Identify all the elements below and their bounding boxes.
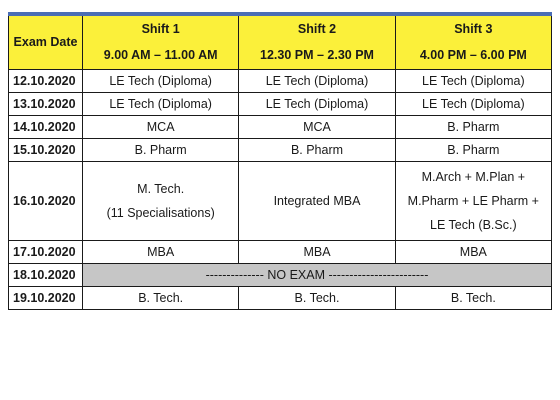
shift-1-cell: B. Tech. xyxy=(83,286,239,309)
table-row xyxy=(9,286,552,309)
shift-2-name: Shift 2 xyxy=(297,22,337,37)
exam-date-cell: 15.10.2020 xyxy=(9,138,83,161)
table-row xyxy=(9,115,552,138)
exam-date-cell: 18.10.2020 xyxy=(9,263,83,286)
shift-2-cell: B. Pharm xyxy=(239,138,395,161)
cell-line: M. Tech. xyxy=(137,181,185,196)
cell-line: M.Pharm + LE Pharm + xyxy=(407,193,539,208)
shift-3-cell: LE Tech (Diploma) xyxy=(395,92,551,115)
shift-3-cell: B. Pharm xyxy=(395,115,551,138)
exam-date-cell: 12.10.2020 xyxy=(9,69,83,92)
shift-3-cell: LE Tech (Diploma) xyxy=(395,69,551,92)
shift-2-cell: MBA xyxy=(239,240,395,263)
shift-2-cell: Integrated MBA xyxy=(239,161,395,240)
shift-2-cell: LE Tech (Diploma) xyxy=(239,69,395,92)
shift-3-cell: B. Tech. xyxy=(395,286,551,309)
cell-line: M.Arch + M.Plan + xyxy=(421,169,526,184)
shift-2-cell: MCA xyxy=(239,115,395,138)
shift-1-cell: MCA xyxy=(83,115,239,138)
exam-schedule-table xyxy=(8,12,552,310)
table-row xyxy=(9,69,552,92)
shift-3-cell: B. Pharm xyxy=(395,138,551,161)
shift-1-cell: B. Pharm xyxy=(83,138,239,161)
shift-3-time: 4.00 PM – 6.00 PM xyxy=(419,48,527,63)
exam-date-cell: 17.10.2020 xyxy=(9,240,83,263)
table-row xyxy=(9,138,552,161)
exam-date-cell: 13.10.2020 xyxy=(9,92,83,115)
shift-3-cell xyxy=(395,161,551,240)
no-exam-cell: -------------- NO EXAM ------------------------ xyxy=(83,263,552,286)
shift-1-cell: LE Tech (Diploma) xyxy=(83,69,239,92)
shift-1-header xyxy=(83,14,239,69)
shift-1-cell xyxy=(83,161,239,240)
shift-2-cell: LE Tech (Diploma) xyxy=(239,92,395,115)
table-row xyxy=(9,263,552,286)
exam-date-cell: 16.10.2020 xyxy=(9,161,83,240)
shift-3-cell: MBA xyxy=(395,240,551,263)
shift-1-cell: LE Tech (Diploma) xyxy=(83,92,239,115)
cell-line: LE Tech (B.Sc.) xyxy=(430,217,517,232)
table-row xyxy=(9,92,552,115)
shift-2-time: 12.30 PM – 2.30 PM xyxy=(260,48,374,63)
cell-line: (11 Specialisations) xyxy=(106,205,215,220)
shift-1-time: 9.00 AM – 11.00 AM xyxy=(103,48,218,63)
shift-2-header xyxy=(239,14,395,69)
shift-2-cell: B. Tech. xyxy=(239,286,395,309)
table-row xyxy=(9,240,552,263)
shift-3-name: Shift 3 xyxy=(454,22,493,37)
shift-1-cell: MBA xyxy=(83,240,239,263)
exam-date-cell: 14.10.2020 xyxy=(9,115,83,138)
table-row xyxy=(9,161,552,240)
exam-date-header: Exam Date xyxy=(9,14,83,69)
header-row xyxy=(9,14,552,69)
exam-date-cell: 19.10.2020 xyxy=(9,286,83,309)
shift-1-name: Shift 1 xyxy=(141,22,180,37)
shift-3-header xyxy=(395,14,551,69)
